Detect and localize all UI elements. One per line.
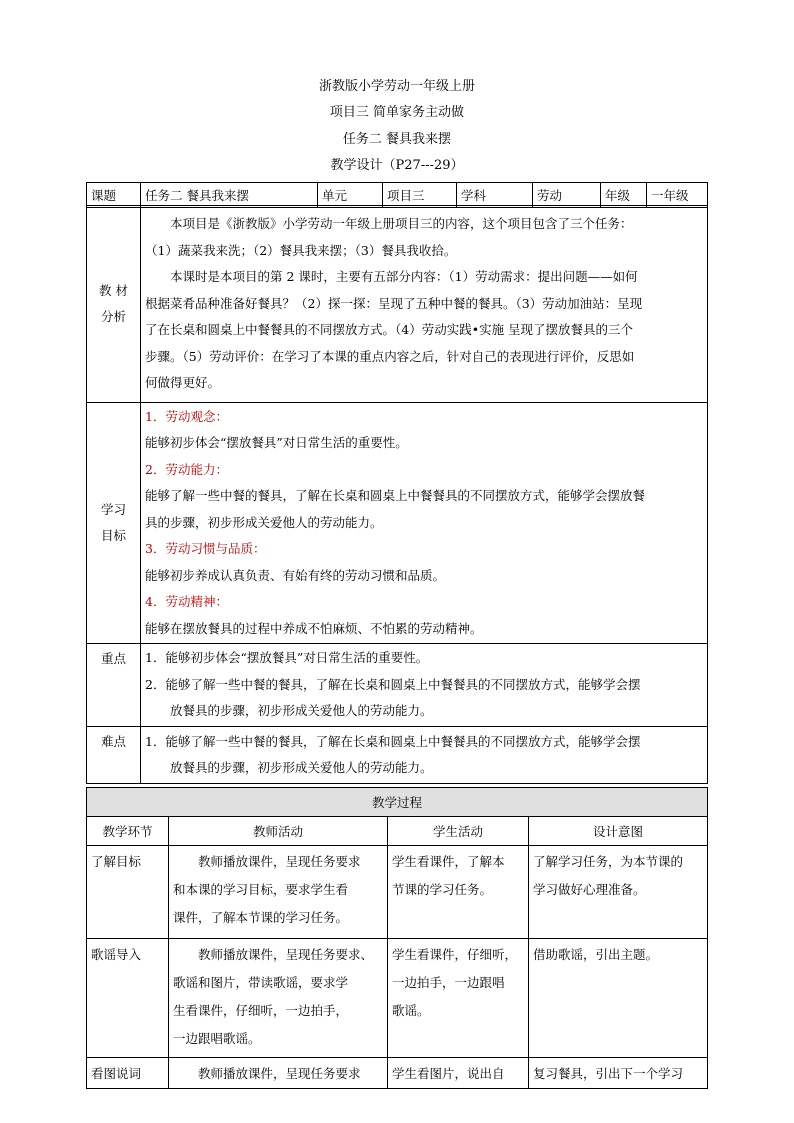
unit-value: 项目三 xyxy=(383,183,457,208)
lesson-label: 课题 xyxy=(87,183,141,208)
grade-label: 年级 xyxy=(601,183,647,208)
stage-text: 了解目标 xyxy=(91,854,142,869)
subject-label: 学科 xyxy=(457,183,533,208)
teacher-text: 歌谣和图片，带读歌谣，要求学 xyxy=(173,975,349,990)
intent-text: 复习餐具，引出下一个学习 xyxy=(533,1066,684,1081)
task-title: 任务二 餐具我来摆 xyxy=(342,132,452,147)
intent-cell xyxy=(529,1058,708,1089)
intent-text: 了解学习任务，为本节课的 xyxy=(533,854,684,869)
analysis-text: 何做得更好。 xyxy=(145,375,221,391)
analysis-content xyxy=(141,206,708,403)
analysis-text: 根据菜肴品种准备好餐具？（2）探一探：呈现了五种中餐的餐具。（3）劳动加油站：呈现 xyxy=(145,295,643,311)
difficulties-label: 难点 xyxy=(87,727,141,784)
student-text: 歌谣。 xyxy=(392,1003,430,1018)
content-table xyxy=(86,205,708,784)
difficulties-content xyxy=(141,727,708,784)
student-cell xyxy=(388,846,529,939)
process-title-row xyxy=(87,788,708,817)
teacher-text: 教师播放课件，呈现任务要求、 xyxy=(173,947,374,962)
goal-text: 能够在摆放餐具的过程中养成不怕麻烦、不怕累的劳动精神。 xyxy=(145,620,483,636)
lesson-value: 任务二 餐具我来摆 xyxy=(141,183,318,208)
goal-text: 能够初步养成认真负责、有始有终的劳动习惯和品质。 xyxy=(145,567,446,583)
intent-cell xyxy=(529,846,708,939)
process-table xyxy=(86,787,708,1089)
col-header-stage: 教学环节 xyxy=(87,817,169,846)
unit-label: 单元 xyxy=(318,183,383,208)
goal-heading: 3．劳动习惯与品质： xyxy=(145,541,266,557)
analysis-text: 本课时是本项目的第 2 课时，主要有五部分内容：（1）劳动需求：提出问题——如何 xyxy=(170,269,638,285)
goals-label xyxy=(87,403,141,644)
teacher-text: 教师播放课件，呈现任务要求 xyxy=(173,1066,361,1081)
goals-label-line1: 学习 xyxy=(100,502,126,517)
goals-label-line2: 目标 xyxy=(100,528,126,543)
goal-text: 能够初步体会“摆放餐具”对日常生活的重要性。 xyxy=(145,435,408,451)
goal-text: 能够了解一些中餐的餐具，了解在长桌和圆桌上中餐餐具的不同摆放方式，能够学会摆放餐 xyxy=(145,488,646,504)
intent-cell xyxy=(529,939,708,1058)
key-point-text: 2．能够了解一些中餐的餐具，了解在长桌和圆桌上中餐餐具的不同摆放方式，能够学会摆 xyxy=(145,676,641,692)
key-points-row xyxy=(87,644,708,727)
analysis-label xyxy=(87,206,141,403)
student-text: 一边拍手，一边跟唱 xyxy=(392,975,505,990)
student-text: 节课的学习任务。 xyxy=(392,882,493,897)
teacher-text: 课件，了解本节课的学习任务。 xyxy=(173,910,349,925)
stage-cell xyxy=(87,939,169,1058)
col-header-teacher: 教师活动 xyxy=(169,817,388,846)
stage-cell xyxy=(87,1058,169,1089)
goal-text: 具的步骤，初步形成关爱他人的劳动能力。 xyxy=(145,514,383,530)
teacher-text: 和本课的学习目标，要求学生看 xyxy=(173,882,349,897)
difficulty-text: 1．能够了解一些中餐的餐具，了解在长桌和圆桌上中餐餐具的不同摆放方式，能够学会摆 xyxy=(145,733,641,749)
student-text: 学生看图片，说出自 xyxy=(392,1066,505,1081)
teacher-text: 生看课件，仔细听，一边拍手， xyxy=(173,1003,349,1018)
key-point-text: 放餐具的步骤，初步形成关爱他人的劳动能力。 xyxy=(170,703,433,719)
stage-cell xyxy=(87,846,169,939)
table-row xyxy=(87,1058,708,1089)
goal-heading: 1．劳动观念： xyxy=(145,408,228,424)
table-row xyxy=(87,939,708,1058)
grade-value: 一年级 xyxy=(647,183,708,208)
design-title: 教学设计（P27---29） xyxy=(330,158,464,173)
textbook-title: 浙教版小学劳动一年级上册 xyxy=(318,79,475,94)
goals-row xyxy=(87,403,708,644)
analysis-label-line2: 分析 xyxy=(100,309,126,324)
goals-content xyxy=(141,403,708,644)
teacher-cell xyxy=(169,846,388,939)
intent-text: 学习做好心理准备。 xyxy=(533,882,646,897)
analysis-text: 了在长桌和圆桌上中餐餐具的不同摆放方式。（4）劳动实践•实施 呈现了摆放餐具的三个 xyxy=(145,322,634,338)
process-title: 教学过程 xyxy=(87,788,708,817)
analysis-label-line1: 教 材 xyxy=(99,283,128,298)
intent-text: 借助歌谣，引出主题。 xyxy=(533,947,659,962)
subject-value: 劳动 xyxy=(533,183,601,208)
table-row xyxy=(87,846,708,939)
key-points-label: 重点 xyxy=(87,644,141,727)
stage-text: 歌谣导入 xyxy=(91,947,142,962)
student-cell xyxy=(388,939,529,1058)
col-header-intent: 设计意图 xyxy=(529,817,708,846)
teacher-cell xyxy=(169,939,388,1058)
teacher-text: 一边跟唱歌谣。 xyxy=(173,1031,261,1046)
student-cell xyxy=(388,1058,529,1089)
student-text: 学生看课件，了解本 xyxy=(392,854,505,869)
project-title: 项目三 简单家务主动做 xyxy=(329,105,465,120)
difficulties-row xyxy=(87,727,708,784)
analysis-text: 本项目是《浙教版》小学劳动一年级上册项目三的内容，这个项目包含了三个任务： xyxy=(170,216,633,232)
goal-heading: 4．劳动精神： xyxy=(145,594,228,610)
analysis-text: （1）蔬菜我来洗；（2）餐具我来摆；（3）餐具我收拾。 xyxy=(145,242,457,258)
process-column-header-row xyxy=(87,817,708,846)
teacher-text: 教师播放课件，呈现任务要求 xyxy=(173,854,361,869)
student-text: 学生看课件，仔细听， xyxy=(392,947,518,962)
stage-text: 看图说词 xyxy=(91,1066,142,1081)
analysis-text: 步骤。（5）劳动评价：在学习了本课的重点内容之后，针对自己的表现进行评价，反思如 xyxy=(145,348,635,364)
col-header-student: 学生活动 xyxy=(388,817,529,846)
key-points-content xyxy=(141,644,708,727)
teacher-cell xyxy=(169,1058,388,1089)
goal-heading: 2．劳动能力： xyxy=(145,461,228,477)
analysis-row xyxy=(87,206,708,403)
key-point-text: 1．能够初步体会“摆放餐具”对日常生活的重要性。 xyxy=(145,650,429,666)
difficulty-text: 放餐具的步骤，初步形成关爱他人的劳动能力。 xyxy=(170,760,433,775)
meta-row xyxy=(87,183,708,208)
